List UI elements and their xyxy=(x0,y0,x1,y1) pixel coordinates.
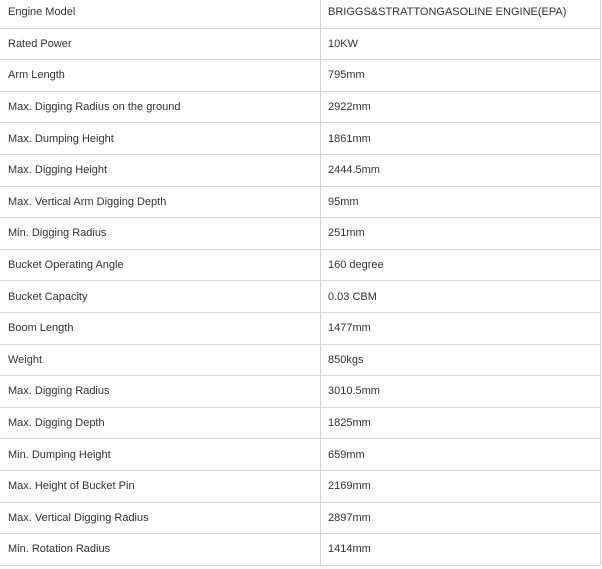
spec-label: Bucket Operating Angle xyxy=(1,249,321,281)
spec-label: Arm Length xyxy=(1,60,321,92)
table-row xyxy=(1,470,601,502)
spec-label: Rated Power xyxy=(1,28,321,60)
spec-label: Max. Digging Depth xyxy=(1,407,321,439)
spec-value: 795mm xyxy=(321,60,601,92)
table-row xyxy=(1,28,601,60)
table-row xyxy=(1,502,601,534)
spec-label: Max. Vertical Arm Digging Depth xyxy=(1,186,321,218)
table-row xyxy=(1,249,601,281)
table-row xyxy=(1,281,601,313)
spec-value: 160 degree xyxy=(321,249,601,281)
spec-label: Max. Height of Bucket Pin xyxy=(1,470,321,502)
spec-value: 1477mm xyxy=(321,312,601,344)
table-row xyxy=(1,439,601,471)
spec-value: 1861mm xyxy=(321,123,601,155)
table-row xyxy=(1,218,601,250)
spec-label: Bucket Capacity xyxy=(1,281,321,313)
spec-label: Max. Dumping Height xyxy=(1,123,321,155)
spec-table-body xyxy=(1,0,601,565)
spec-label: Engine Model xyxy=(1,0,321,28)
spec-label: Max. Digging Radius xyxy=(1,376,321,408)
spec-value: 0.03 CBM xyxy=(321,281,601,313)
table-row xyxy=(1,91,601,123)
spec-value: 2444.5mm xyxy=(321,154,601,186)
spec-value: 2169mm xyxy=(321,470,601,502)
spec-value: 2922mm xyxy=(321,91,601,123)
spec-label: Min. Dumping Height xyxy=(1,439,321,471)
spec-label: Boom Length xyxy=(1,312,321,344)
table-row xyxy=(1,534,601,566)
table-row xyxy=(1,0,601,28)
table-row xyxy=(1,407,601,439)
table-row xyxy=(1,376,601,408)
table-row xyxy=(1,154,601,186)
spec-label: Min. Digging Radius xyxy=(1,218,321,250)
spec-value: 95mm xyxy=(321,186,601,218)
spec-value: 850kgs xyxy=(321,344,601,376)
spec-value: BRIGGS&STRATTONGASOLINE ENGINE(EPA) xyxy=(321,0,601,28)
spec-label: Max. Vertical Digging Radius xyxy=(1,502,321,534)
spec-label: Min. Rotation Radius xyxy=(1,534,321,566)
spec-label: Max. Digging Height xyxy=(1,154,321,186)
table-row xyxy=(1,60,601,92)
table-row xyxy=(1,186,601,218)
spec-value: 2897mm xyxy=(321,502,601,534)
spec-label: Max. Digging Radius on the ground xyxy=(1,91,321,123)
spec-value: 251mm xyxy=(321,218,601,250)
spec-value: 659mm xyxy=(321,439,601,471)
spec-value: 1825mm xyxy=(321,407,601,439)
spec-value: 3010.5mm xyxy=(321,376,601,408)
table-row xyxy=(1,123,601,155)
spec-label: Weight xyxy=(1,344,321,376)
table-row xyxy=(1,344,601,376)
spec-value: 10KW xyxy=(321,28,601,60)
spec-value: 1414mm xyxy=(321,534,601,566)
table-row xyxy=(1,312,601,344)
